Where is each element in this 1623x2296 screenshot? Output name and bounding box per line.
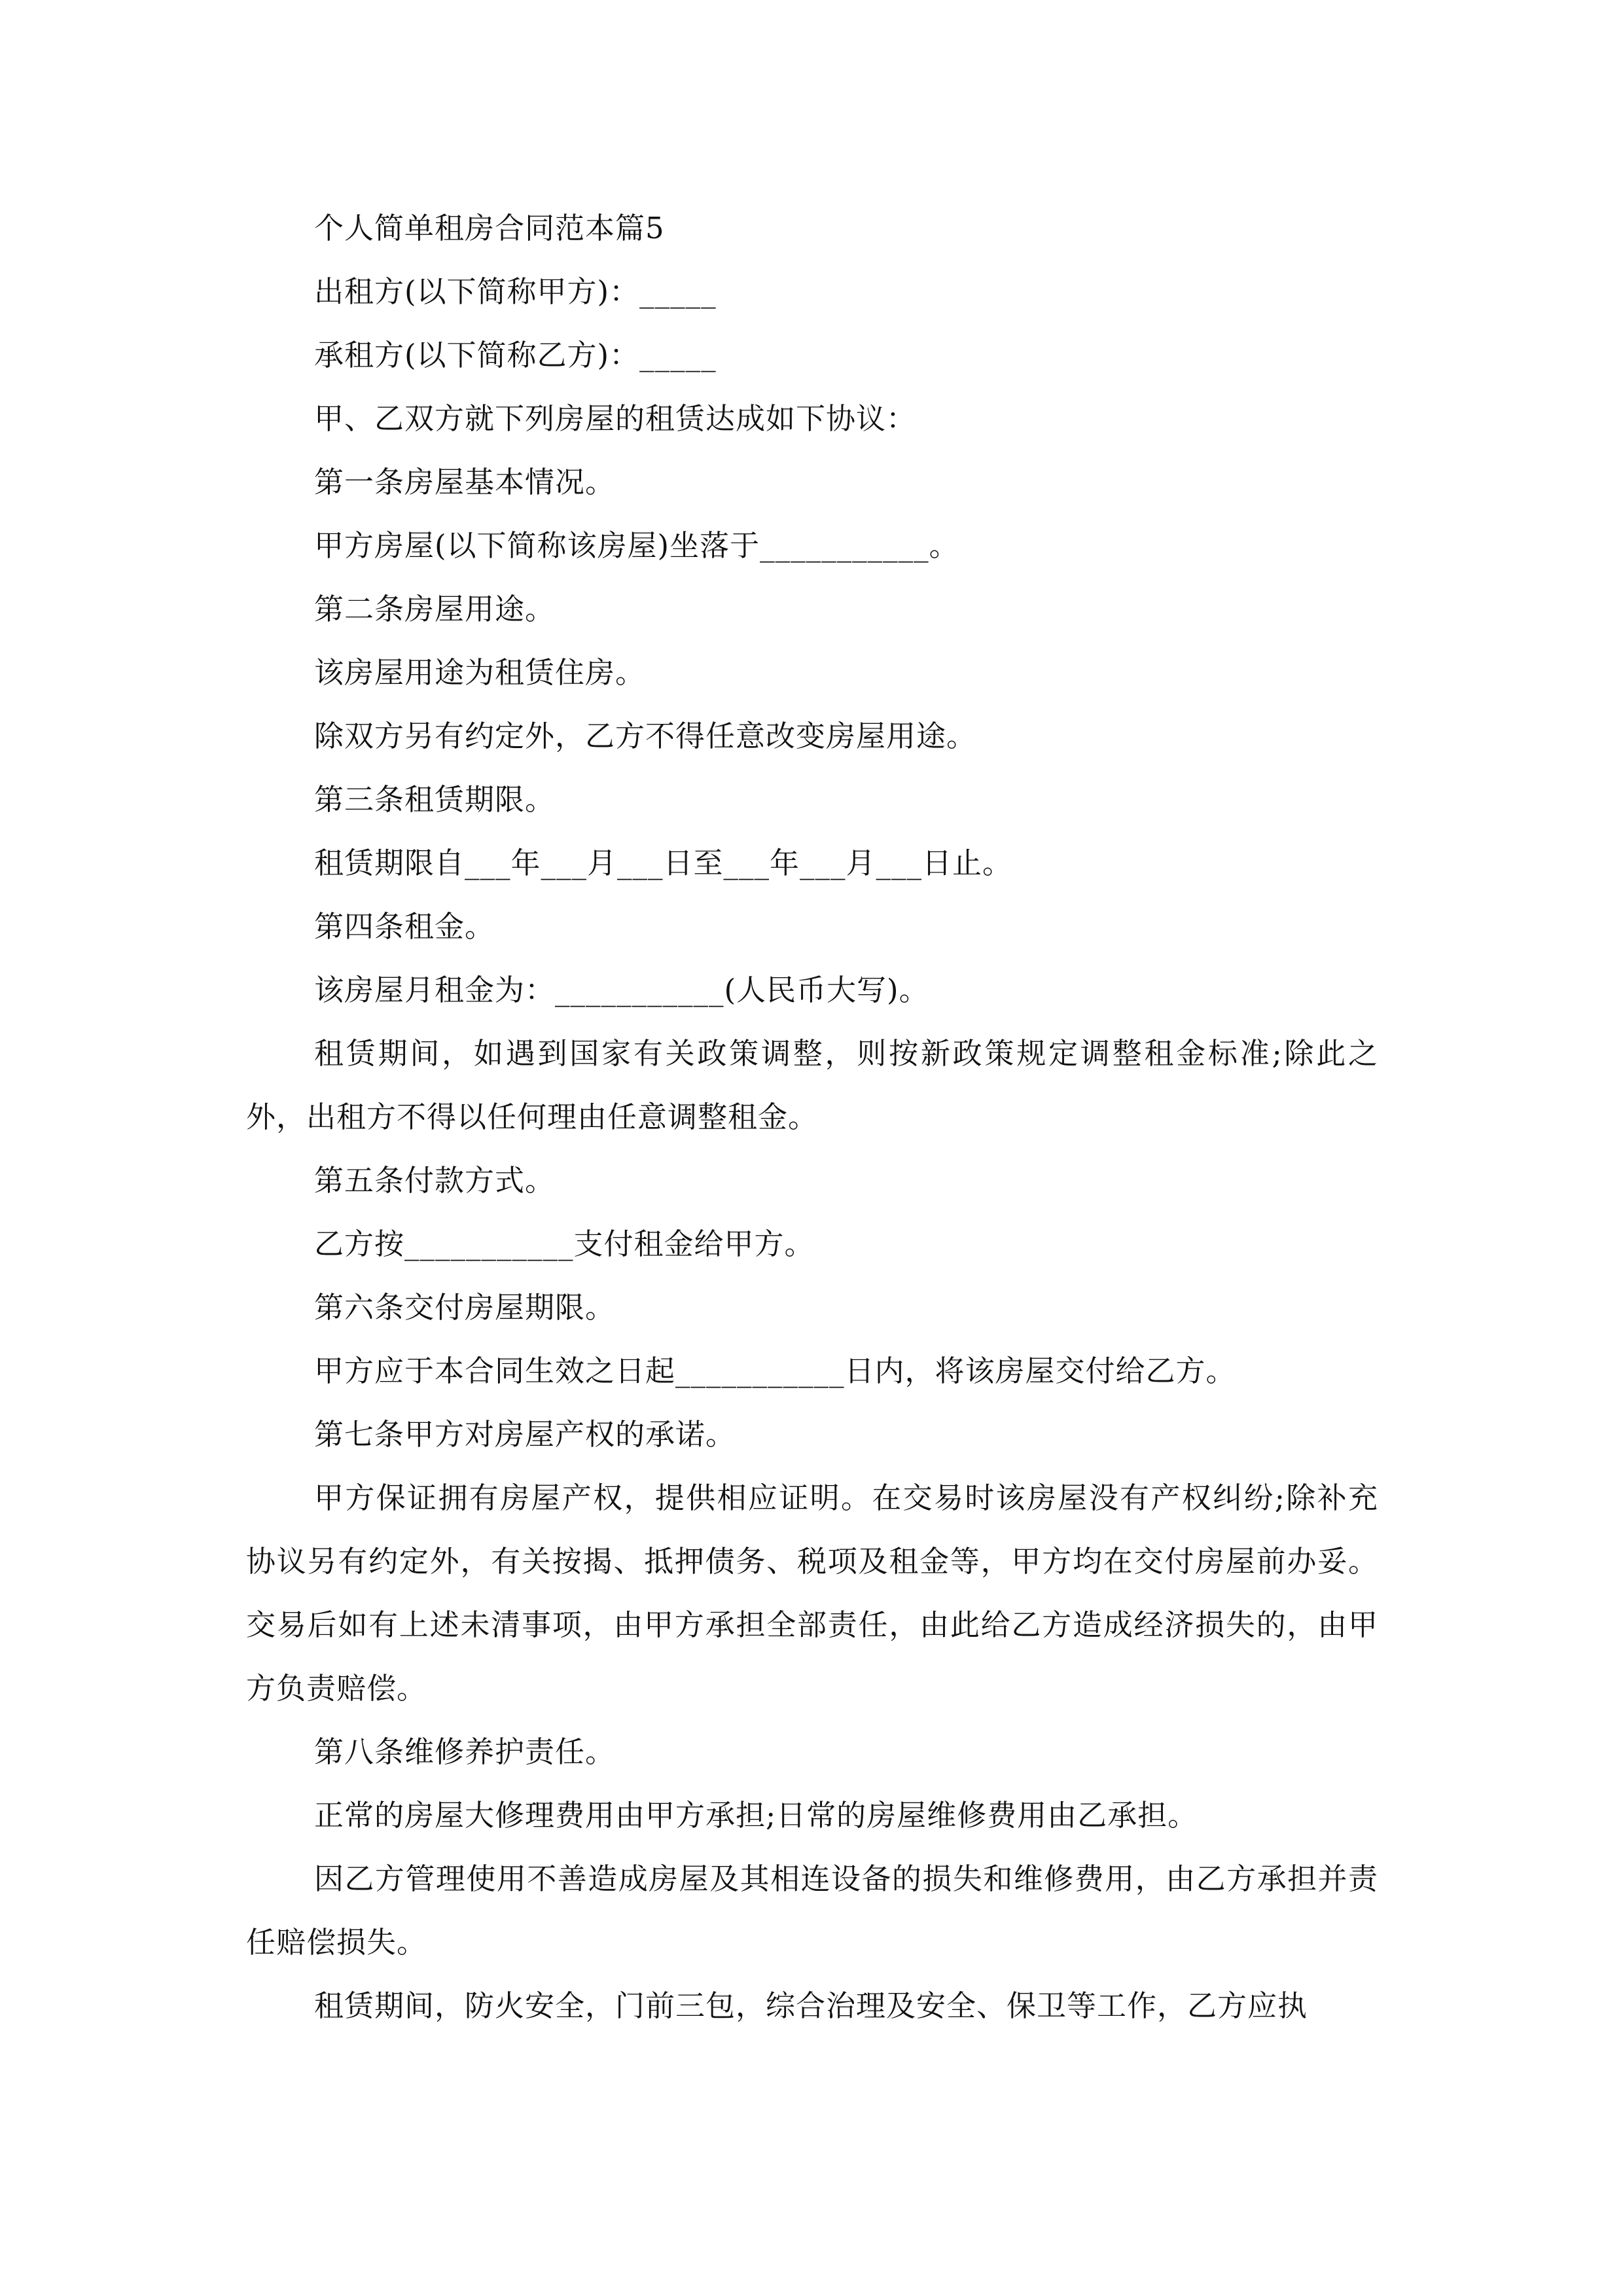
document-page — [246, 196, 1378, 2037]
document-title: 个人简单租房合同范本篇5 — [314, 211, 665, 245]
article-4-heading: 第四条租金。 — [314, 909, 495, 944]
property-rights-paragraph: 甲方保证拥有房屋产权，提供相应证明。在交易时该房屋没有产权纠纷;除补充协议另有约定外，有关按揭、抵押债务、税项及租金等，甲方均在交付房屋前办妥。交易后如有上述未清事项，由甲方承担全部责任，由此给乙方造成经济损失的，由甲方负责赔偿。 — [246, 1480, 1378, 1706]
lessor-line: 出租方(以下简称甲方)：_____ — [314, 274, 717, 309]
property-location: 甲方房屋(以下简称该房屋)坐落于___________。 — [314, 528, 959, 563]
payment-method: 乙方按___________支付租金给甲方。 — [314, 1227, 815, 1261]
rent-adjust-paragraph: 租赁期间，如遇到国家有关政策调整，则按新政策规定调整租金标准;除此之外，出租方不得以任何理由任意调整租金。 — [246, 1036, 1378, 1134]
use-restriction: 除双方另有约定外，乙方不得任意改变房屋用途。 — [314, 719, 977, 753]
article-7-heading: 第七条甲方对房屋产权的承诺。 — [314, 1417, 736, 1452]
safety-paragraph: 租赁期间，防火安全，门前三包，综合治理及安全、保卫等工作，乙方应执 — [314, 1988, 1308, 2023]
monthly-rent: 该房屋月租金为：___________(人民币大写)。 — [314, 973, 929, 1007]
article-1-heading: 第一条房屋基本情况。 — [314, 465, 616, 499]
article-2-heading: 第二条房屋用途。 — [314, 592, 556, 626]
article-8-heading: 第八条维修养护责任。 — [314, 1734, 616, 1769]
article-5-heading: 第五条付款方式。 — [314, 1163, 556, 1198]
lessee-line: 承租方(以下简称乙方)：_____ — [314, 338, 717, 372]
property-use: 该房屋用途为租赁住房。 — [314, 655, 646, 690]
delivery-deadline: 甲方应于本合同生效之日起___________日内，将该房屋交付给乙方。 — [314, 1354, 1236, 1388]
repair-costs: 正常的房屋大修理费用由甲方承担;日常的房屋维修费用由乙承担。 — [314, 1798, 1198, 1833]
lease-term: 租赁期限自___年___月___日至___年___月___日止。 — [314, 846, 1013, 880]
agreement-intro: 甲、乙双方就下列房屋的租赁达成如下协议： — [314, 401, 917, 436]
article-6-heading: 第六条交付房屋期限。 — [314, 1290, 616, 1325]
article-3-heading: 第三条租赁期限。 — [314, 782, 556, 817]
damage-paragraph: 因乙方管理使用不善造成房屋及其相连设备的损失和维修费用，由乙方承担并责任赔偿损失。 — [246, 1861, 1378, 1960]
